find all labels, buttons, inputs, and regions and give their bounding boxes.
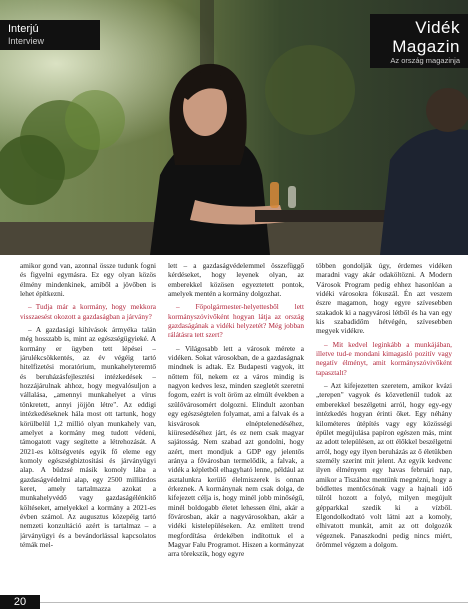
section-subtitle: Interview [8,36,45,46]
article-column-2 [168,261,304,593]
footer-divider [40,602,468,603]
page-number: 20 [0,595,40,609]
page-footer [0,595,468,613]
interview-question: – Mit kedvel leginkább a munkájában, illetve tud-e mondani kimagasló pozitív vagy negatív élményt, amit kormányszóvivőként tapasztalt? [316,339,452,377]
interview-question: – Főpolgármester-helyettesből lett kormányszóvivőként hogyan látja az ország gazdaságának a vidéki helyzetét? Még jobban rálátásra tett szert? [168,302,304,340]
article-paragraph: lett – a gazdaságvédelemmel összefüggő kérdéseket, hogy leyenek olyan, az emberekkel közösen egyeztetett pontok, amelyek mentén a kormány dolgozhat. [168,261,304,299]
magazine-name-line1: Vidék [415,18,460,37]
article-paragraph: – Azt kifejezetten szeretem, amikor kvázi „terepen" vagyok és közvetlenül tudok az emberekkel beszélgetni arról, hogy egy-egy intézkedés hogyan érinti őket. Egy néhány kilométeres útépítés vagy egy közösségi épület megújulása papíron egészen más, mint az adott településen, az ott élőkkel beszélgetni arról, hogy egy ilyen beruházás az ő életükben személy szerint mit jelent. Az egyik kedvenc ilyen élményem egy havas februári nap, amikor a Tiszához mentünk megnézni, hogy a bódlettes mentőcsónak vagy a hajnali idő túlról hozott a folyó, milyen megújult gépparkkal szedik ki a vízből. Elgondolkodtató volt látni azt a komoly, elhivatott munkát, amit az ott dolgozók végeznek. Panaszkodni pedig nincs miért, örömmel végzem a dolgom. [316,381,452,549]
article-paragraph: többen gondolják úgy, érdemes vidéken maradni vagy akár odaköltözni. A Modern Városok Program pedig ehhez hasonlóan a vidéki városokra fókuszál. Én azt veszem észre magamon, hogy egyre szívesebben szakadok ki a nagyvárosi létből és ha van egy kis szabadidőm hétvégén, szívesebben megyek vidékre. [316,261,452,336]
article-paragraph: – Világosabb lett a városok mérete a vidéken. Sokat városokban, de a gazdaságnak mindnek is adtak. Ez Budapesti vagyok, itt nőttem föl, nekem ez a város mindig is nagyon kedves lesz, minden szegletét szeretni fogom, ezért is volt öröm az elmúlt években a szülővárosomért dolgozni. Elindult azonban egy egészségtelen folyamat, ami a falvak és a kisvárosok elnéptelenedéséhez, kiüresedéséhez járt, és ez nem csak magyar sajátosság. Nem szabad azt gondolni, hogy azért, mert mondjuk a GDP egy jelentős aránya a fővárosban termelődik, a falvak, a vidék a képletből elhagyható lenne, például az asztalunkra kerülő élelmiszerek is onnan érkeznek. A kormánynak nem csak dolga, de kifejezett célja is, hogy minél jobb minőségű, minél boldogabb életet lehessen élni, akár a fővárosban, akár a nagyvárosokban, akár a vidéki kistelepüléseken. Az említett trend megfordítása érdekében indítottuk el a Magyar Falu Programot. Hiszen a kormányzat arra törekszik, hogy egyre [168,343,304,559]
article-column-1 [20,261,156,593]
magazine-logo [370,14,468,68]
section-title: Interjú [8,23,39,35]
interview-question: – Tudja már a kormány, hogy mekkora visszaesést okozott a gazdaságban a járvány? [20,302,156,321]
article-column-3 [316,261,452,593]
article-paragraph: – A gazdasági kihívások ármyéka talán még hosszabb is, mint az egészségügyieké. A kormány er ügyben tett lépései – járulékcsökkentés, az év végéig tartó hitelfizetési moratórium, munkahelyteremtő és beruházásfejlesztési intézkedések – hozzájárulnak ahhoz, hogy megvalósuljon a vállalása, „amennyi munkahelyet a vírus tönkretett, annyi jöjjön létre". Az eddigi intézkedéseknek hála most ott tartunk, hogy körülbelül 1,2 millió olyan munkahely van, amelyet a kormány meg tudott védeni, támogatott vagy segítette a létrehozását. A 2021-es költségvetés egyik fő eleme egy komoly egészségbiztosítási és járványügyi alap. A büdzsé másik komoly lába a gazdaságvédelmi alap, egy 2500 milliárdos keret, amely tartalmazza azokat a munkahelyvédő vagy gazdaságélénkítő költéseket, amelyekkel a kormány a 2021-es évben számol. Az augusztus közepéig tartó nemzeti konzultáció azért is tartalmaz – a járványügyi és a bevándorlással kapcsolatos témák mel- [20,325,156,549]
magazine-tagline: Az ország magazinja [390,56,460,65]
article-body [20,261,452,593]
magazine-name-line2: Magazin [392,37,460,56]
section-tag [0,20,100,50]
article-paragraph: amikor gond van, azonnal össze tudunk fogni és figyelni egymásra. Ez egy olyan közös élmény mindenkinek, amiből a jövőben is lehet építkezni. [20,261,156,299]
